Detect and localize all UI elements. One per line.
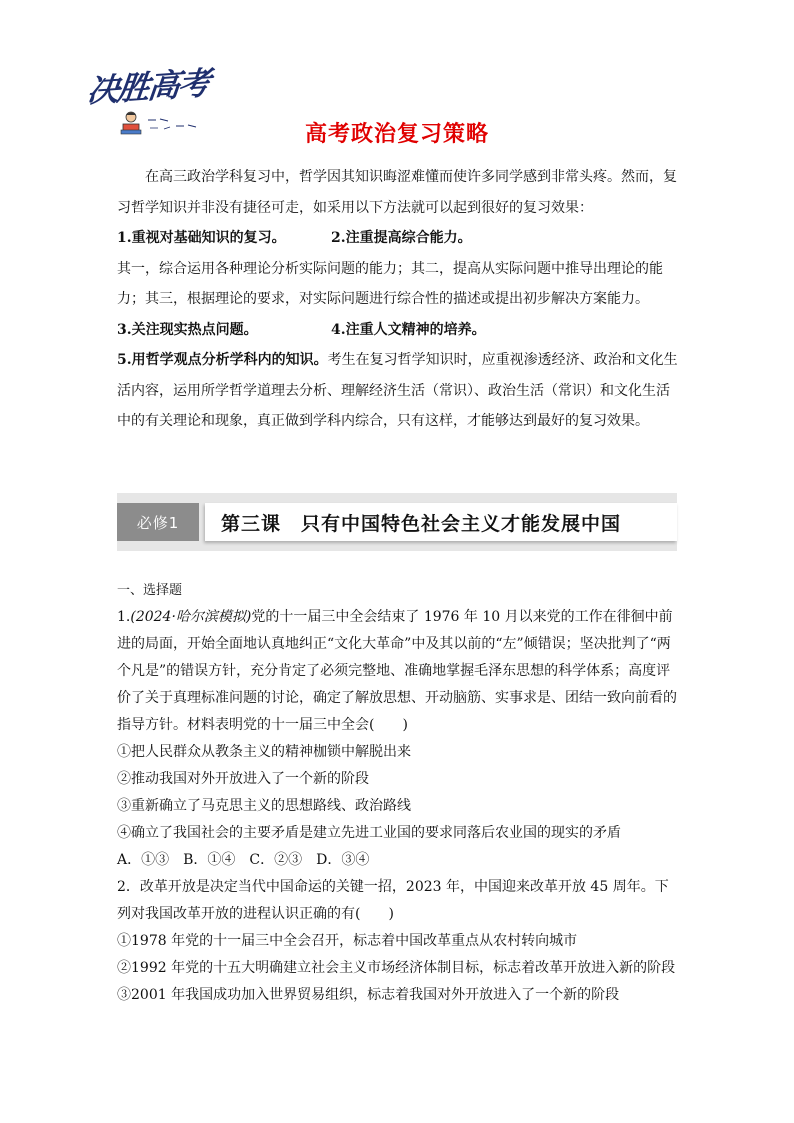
questions-section: [117, 577, 679, 1009]
logo-text: 决胜高考: [85, 63, 211, 111]
question-1: [117, 604, 679, 739]
section-heading: 一、选择题: [117, 583, 183, 598]
tip-2-detail: 其一，综合运用各种理论分析实际问题的能力；其二，提高从实际问题中推导出理论的能力；其三，根据理论的要求，对实际问题进行综合性的描述或提出初步解决方案能力。: [117, 260, 663, 307]
tip-4: 4.注重人文精神的培养。: [331, 321, 486, 338]
question-1-number: 1.: [117, 609, 131, 625]
question-2-option: ③2001 年我国成功加入世界贸易组织，标志着我国对外开放进入了一个新的阶段: [117, 987, 620, 1003]
question-1-option: ③重新确立了马克思主义的思想路线、政治路线: [117, 798, 411, 814]
tips-row-1: [117, 223, 679, 254]
question-1-option: ④确立了我国社会的主要矛盾是建立先进工业国的要求同落后农业国的现实的矛盾: [117, 825, 621, 841]
intro-section: [117, 162, 679, 437]
tip-5-text: 考生在复习哲学知识时，应重视渗透经济、政治和文化生活内容，运用所学哲学道理去分析、理解经济生活（常识）、政治生活（常识）和文化生活中的有关理论和现象，真正做到学科内综合，只有这样，才能够达到最好的复习效果。: [117, 352, 678, 429]
question-1-source: (2024·哈尔滨模拟): [130, 609, 252, 625]
question-1-text: 党的十一届三中全会结束了 1976 年 10 月以来党的工作在徘徊中前进的局面，开始全面地认真地纠正“文化大革命”中及其以前的“左”倾错误；坚决批判了“两个凡是”的错误方针，充分肯定了必须完整地、准确地掌握毛泽东思想的科学体系；高度评价了关于真理标准问题的讨论，确定了解放思想、开动脑筋、实事求是、团结一致向前看的指导方针。材料表明党的十一届三中全会( ): [117, 609, 677, 733]
tip-3: 3.关注现实热点问题。: [117, 321, 258, 338]
question-2: 2．改革开放是决定当代中国命运的关键一招，2023 年，中国迎来改革开放 45 周年。下列对我国改革开放的进程认识正确的有( ): [117, 879, 669, 922]
tip-5-heading: 5.用哲学观点分析学科内的知识。: [117, 352, 328, 368]
question-1-answers: A．①③ B．①④ C．②③ D．③④: [117, 852, 370, 868]
tip-2: 2.注重提高综合能力。: [331, 230, 472, 246]
tip-1: 1.重视对基础知识的复习。: [117, 230, 286, 246]
banner-title: 第三课 只有中国特色社会主义才能发展中国: [221, 512, 622, 535]
intro-paragraph: 在高三政治学科复习中，哲学因其知识晦涩难懂而使许多同学感到非常头疼。然而，复习哲学知识并非没有捷径可走，如采用以下方法就可以起到很好的复习效果：: [117, 169, 677, 216]
tip-5: [117, 345, 679, 437]
banner-body: [205, 503, 677, 541]
question-2-option: ②1992 年党的十五大明确建立社会主义市场经济体制目标，标志着改革开放进入新的阶段: [117, 960, 676, 976]
tips-row-2: [117, 315, 679, 346]
question-1-option: ②推动我国对外开放进入了一个新的阶段: [117, 771, 369, 787]
question-1-option: ①把人民群众从教条主义的精神枷锁中解脱出来: [117, 744, 411, 760]
page-title: 高考政治复习策略: [304, 122, 489, 147]
banner-tag: 必修1: [117, 503, 199, 541]
question-2-option: ①1978 年党的十一届三中全会召开，标志着中国改革重点从农村转向城市: [117, 933, 578, 949]
lesson-banner: [117, 493, 677, 551]
